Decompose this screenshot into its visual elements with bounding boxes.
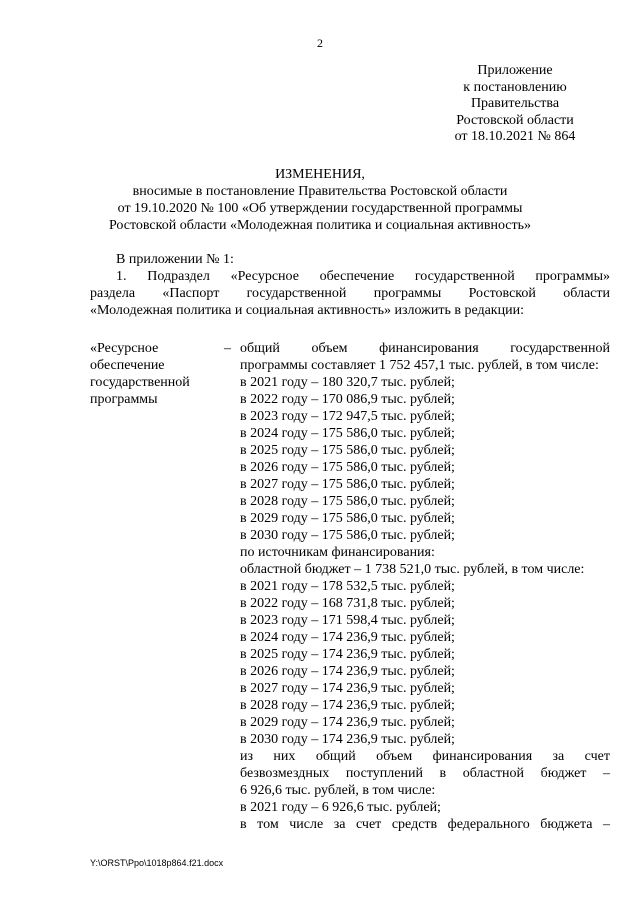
resource-details bbox=[240, 340, 610, 833]
resource-line: в 2021 году – 178 532,5 тыс. рублей; bbox=[240, 579, 455, 594]
resource-line: в 2027 году – 175 586,0 тыс. рублей; bbox=[240, 477, 455, 492]
appendix-line: к постановлению bbox=[463, 79, 567, 95]
resource-label bbox=[90, 340, 240, 408]
title-line: от 19.10.2020 № 100 «Об утверждении государственной программы bbox=[117, 201, 523, 216]
resource-line: областной бюджет – 1 738 521,0 тыс. рублей, в том числе: bbox=[240, 562, 585, 577]
resource-line: в 2030 году – 175 586,0 тыс. рублей; bbox=[240, 528, 455, 543]
resource-line: в 2024 году – 174 236,9 тыс. рублей; bbox=[240, 630, 455, 645]
resource-line: в 2030 году – 174 236,9 тыс. рублей; bbox=[240, 732, 455, 747]
resource-label-line: «Ресурсное bbox=[90, 341, 159, 356]
resource-label-line: государственной bbox=[90, 375, 190, 390]
title-line: Ростовской области «Молодежная политика и социальная активность» bbox=[108, 218, 532, 233]
resource-line: по источникам финансирования: bbox=[240, 545, 435, 560]
resource-line: программы составляет 1 752 457,1 тыс. рублей, в том числе: bbox=[240, 358, 599, 373]
appendix-line: Ростовской области bbox=[456, 112, 574, 128]
resource-line: в 2021 году – 6 926,6 тыс. рублей; bbox=[240, 800, 441, 815]
resource-line: 6 926,6 тыс. рублей, в том числе: bbox=[240, 783, 436, 798]
intro-paragraph bbox=[90, 251, 610, 319]
resource-line: в 2025 году – 175 586,0 тыс. рублей; bbox=[240, 443, 455, 458]
resource-line: в 2022 году – 168 731,8 тыс. рублей; bbox=[240, 596, 455, 611]
resource-line: в 2023 году – 172 947,5 тыс. рублей; bbox=[240, 409, 455, 424]
appendix-line: Приложение bbox=[477, 63, 553, 78]
dash-separator: – bbox=[224, 341, 231, 356]
resource-line: в 2025 году – 174 236,9 тыс. рублей; bbox=[240, 647, 455, 662]
resource-label-line: программы bbox=[90, 392, 158, 407]
resource-line: из них общий объем финансирования за счет bbox=[240, 749, 610, 764]
resource-line: безвозмездных поступлений в областной бюджет – bbox=[240, 766, 610, 781]
item-text: 1. Подраздел «Ресурсное обеспечение государственной программы» bbox=[116, 269, 610, 284]
appendix-line: от 18.10.2021 № 864 bbox=[454, 129, 576, 144]
resource-line: в 2027 году – 174 236,9 тыс. рублей; bbox=[240, 681, 455, 696]
title-line: вносимые в постановление Правительства Ростовской области bbox=[132, 184, 508, 199]
resource-line: в 2024 году – 175 586,0 тыс. рублей; bbox=[240, 426, 455, 441]
resource-line: общий объем финансирования государственной bbox=[240, 341, 610, 356]
resource-line: в 2029 году – 174 236,9 тыс. рублей; bbox=[240, 715, 455, 730]
page-number: 2 bbox=[317, 36, 323, 50]
resource-line: в 2029 году – 175 586,0 тыс. рублей; bbox=[240, 511, 455, 526]
resource-line: в 2022 году – 170 086,9 тыс. рублей; bbox=[240, 392, 455, 407]
resource-line: в 2028 году – 175 586,0 тыс. рублей; bbox=[240, 494, 455, 509]
resource-line: в 2026 году – 175 586,0 тыс. рублей; bbox=[240, 460, 455, 475]
resource-line: в 2023 году – 171 598,4 тыс. рублей; bbox=[240, 613, 455, 628]
appendix-reference: В приложении № 1: bbox=[116, 252, 234, 267]
item-text: раздела «Паспорт государственной программы Ростовской области bbox=[90, 286, 610, 301]
appendix-block bbox=[430, 63, 600, 146]
item-text: «Молодежная политика и социальная активность» изложить в редакции: bbox=[90, 303, 524, 318]
resource-label-line: обеспечение bbox=[90, 358, 165, 373]
appendix-line: Правительства bbox=[470, 96, 560, 111]
resource-line: в 2028 году – 174 236,9 тыс. рублей; bbox=[240, 698, 455, 713]
resource-line: в 2021 году – 180 320,7 тыс. рублей; bbox=[240, 375, 455, 390]
document-title bbox=[0, 166, 640, 234]
resource-line: в том числе за счет средств федерального бюджета – bbox=[240, 817, 610, 832]
file-path-footer: Y:\ORST\Ppo\1018p864.f21.docx bbox=[90, 858, 224, 868]
title-heading: ИЗМЕНЕНИЯ, bbox=[275, 167, 365, 182]
resource-line: в 2026 году – 174 236,9 тыс. рублей; bbox=[240, 664, 455, 679]
